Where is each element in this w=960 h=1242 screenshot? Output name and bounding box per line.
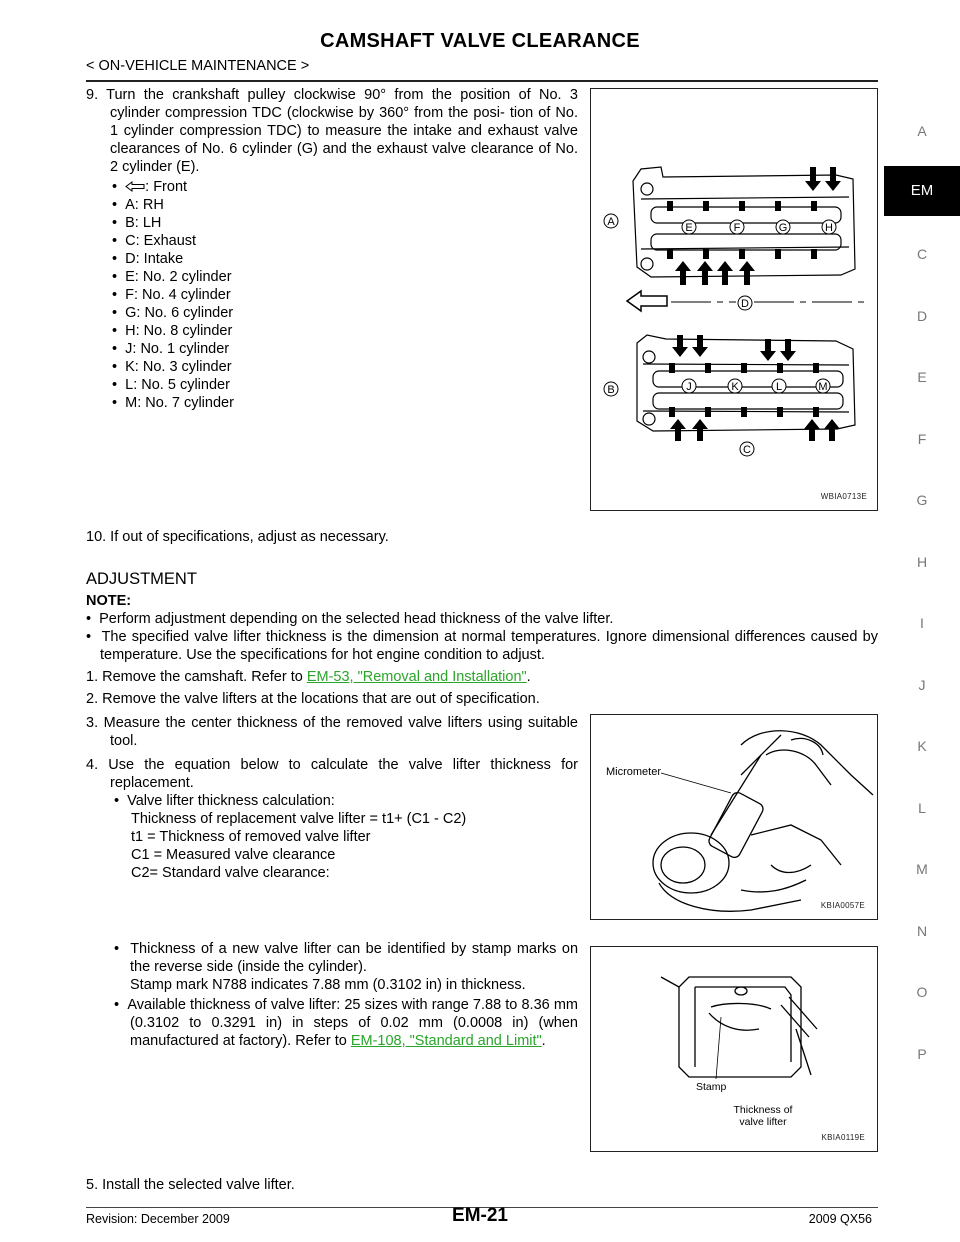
figure-id: KBIA0119E (821, 1133, 865, 1142)
revision-date: Revision: December 2009 (86, 1212, 230, 1226)
step-1-text: 1. Remove the camshaft. Refer to EM-53, "Removal and Installation". (86, 669, 531, 685)
index-tab-m[interactable]: M (916, 861, 928, 878)
index-tab-em[interactable]: EM (884, 166, 960, 216)
label-h: H (825, 222, 833, 234)
label-l: L (775, 381, 783, 393)
valve-lifter-illustration (591, 947, 876, 1150)
step-2-text: 2. Remove the valve lifters at the locations that are out of specification. (86, 691, 540, 707)
calc-lines (131, 810, 571, 882)
front-arrow-icon (125, 179, 145, 195)
index-tab-n[interactable]: N (916, 922, 928, 939)
calc-line: Thickness of replacement valve lifter = t1+ (C1 - C2) (131, 811, 467, 827)
step-10-text: 10. If out of specifications, adjust as necessary. (86, 529, 389, 545)
index-tab-a[interactable]: A (917, 122, 927, 139)
calc-line: C2= Standard valve clearance: (131, 865, 330, 881)
step-5-text: 5. Install the selected valve lifter. (86, 1177, 295, 1193)
legend-item: • F: No. 4 cylinder (112, 287, 231, 303)
note-item: • The specified valve lifter thickness is the dimension at normal temperatures. Ignore dimensional differences caused by temperature. Use the specifications for hot engine condition to adjust. (86, 629, 878, 663)
standard-limit-link[interactable]: EM-108, "Standard and Limit" (350, 1033, 542, 1049)
micrometer-figure (590, 714, 878, 920)
index-tab-l[interactable]: L (918, 799, 926, 816)
step-9-text: 9. Turn the crankshaft pulley clockwise 90° from the position of No. 3 cylinder compression TDC (clockwise by 360° from the posi- tion of No. 1 cylinder compression TDC) to measure the intake and exhaust valve clearances of No. 6 cylinder (G) and the exhaust valve clearance of No. 2 cylinder (E). (86, 87, 578, 175)
valve-lifter-figure (590, 946, 878, 1152)
model-year: 2009 QX56 (808, 1212, 872, 1226)
note-label: NOTE: (86, 593, 132, 609)
legend-item: • K: No. 3 cylinder (112, 359, 232, 375)
legend-item: • M: No. 7 cylinder (112, 395, 234, 411)
page-title: CAMSHAFT VALVE CLEARANCE (320, 30, 640, 52)
figure-id: KBIA0057E (820, 901, 865, 910)
camshaft-illustration (591, 89, 876, 509)
removal-installation-link[interactable]: EM-53, "Removal and Installation" (306, 669, 527, 685)
legend-item: • L: No. 5 cylinder (112, 377, 230, 393)
new-lifter-note: • Thickness of a new valve lifter can be identified by stamp marks on the reverse side (inside the cylinder). (114, 941, 579, 975)
micrometer-label: Micrometer (606, 766, 662, 778)
index-tab-h[interactable]: H (916, 553, 928, 570)
legend-item: • E: No. 2 cylinder (112, 269, 232, 285)
legend-item: • H: No. 8 cylinder (112, 323, 233, 339)
legend-item: • D: Intake (112, 251, 184, 267)
legend-list (112, 178, 412, 412)
index-tab-k[interactable]: K (917, 738, 927, 755)
available-thickness-note: • Available thickness of valve lifter: 25 sizes with range 7.88 to 8.36 mm (0.3102 to 0.3291 in) in steps of 0.02 mm (0.0008 in) (when manufactured at factory). Refer to EM-108, "Standard and Limit". (114, 997, 578, 1049)
legend-item: • C: Exhaust (112, 233, 197, 249)
label-e: E (685, 222, 693, 234)
label-j: J (686, 381, 692, 393)
thickness-label-1: Thickness of (733, 1104, 793, 1116)
note-item: • Perform adjustment depending on the selected head thickness of the valve lifter. (86, 611, 614, 627)
section-breadcrumb: < ON-VEHICLE MAINTENANCE > (86, 58, 310, 74)
label-g: G (778, 222, 788, 234)
step-4-text: 4. Use the equation below to calculate the valve lifter thickness for replacement. (86, 757, 578, 791)
index-tab-c[interactable]: C (916, 246, 928, 263)
calc-line: C1 = Measured valve clearance (131, 847, 336, 863)
figure-id: WBIA0713E (820, 492, 867, 501)
index-tab-g[interactable]: G (916, 492, 928, 509)
micrometer-illustration (591, 715, 876, 918)
label-a: A (607, 216, 615, 228)
label-d: D (741, 298, 749, 310)
stamp-mark-note: Stamp mark N788 indicates 7.88 mm (0.3102 in) in thickness. (130, 977, 526, 993)
legend-item: • J: No. 1 cylinder (112, 341, 230, 357)
section-heading-adjustment: ADJUSTMENT (86, 570, 197, 588)
index-tab-j[interactable]: J (918, 676, 926, 693)
legend-item: • A: RH (112, 197, 164, 213)
index-tab-i[interactable]: I (920, 615, 924, 632)
thickness-label-2: valve lifter (739, 1116, 787, 1128)
label-m: M (818, 381, 828, 393)
camshaft-diagram (590, 88, 878, 511)
index-tab-p[interactable]: P (917, 1045, 927, 1062)
index-tab-e[interactable]: E (917, 369, 927, 386)
label-c: C (743, 444, 751, 456)
index-tab-o[interactable]: O (916, 984, 928, 1001)
calc-line: t1 = Thickness of removed valve lifter (131, 829, 371, 845)
legend-item: • : Front (112, 179, 188, 195)
step-3-text: 3. Measure the center thickness of the removed valve lifters using suitable tool. (86, 715, 578, 749)
legend-item: • G: No. 6 cylinder (112, 305, 234, 321)
calc-title: • Valve lifter thickness calculation: (114, 793, 335, 809)
legend-item: • B: LH (112, 215, 162, 231)
label-f: F (733, 222, 741, 234)
label-k: K (731, 381, 739, 393)
label-b: B (607, 384, 615, 396)
stamp-label: Stamp (696, 1081, 727, 1093)
index-tab-f[interactable]: F (917, 430, 927, 447)
index-tab-d[interactable]: D (916, 307, 928, 324)
page-number: EM-21 (452, 1205, 508, 1226)
